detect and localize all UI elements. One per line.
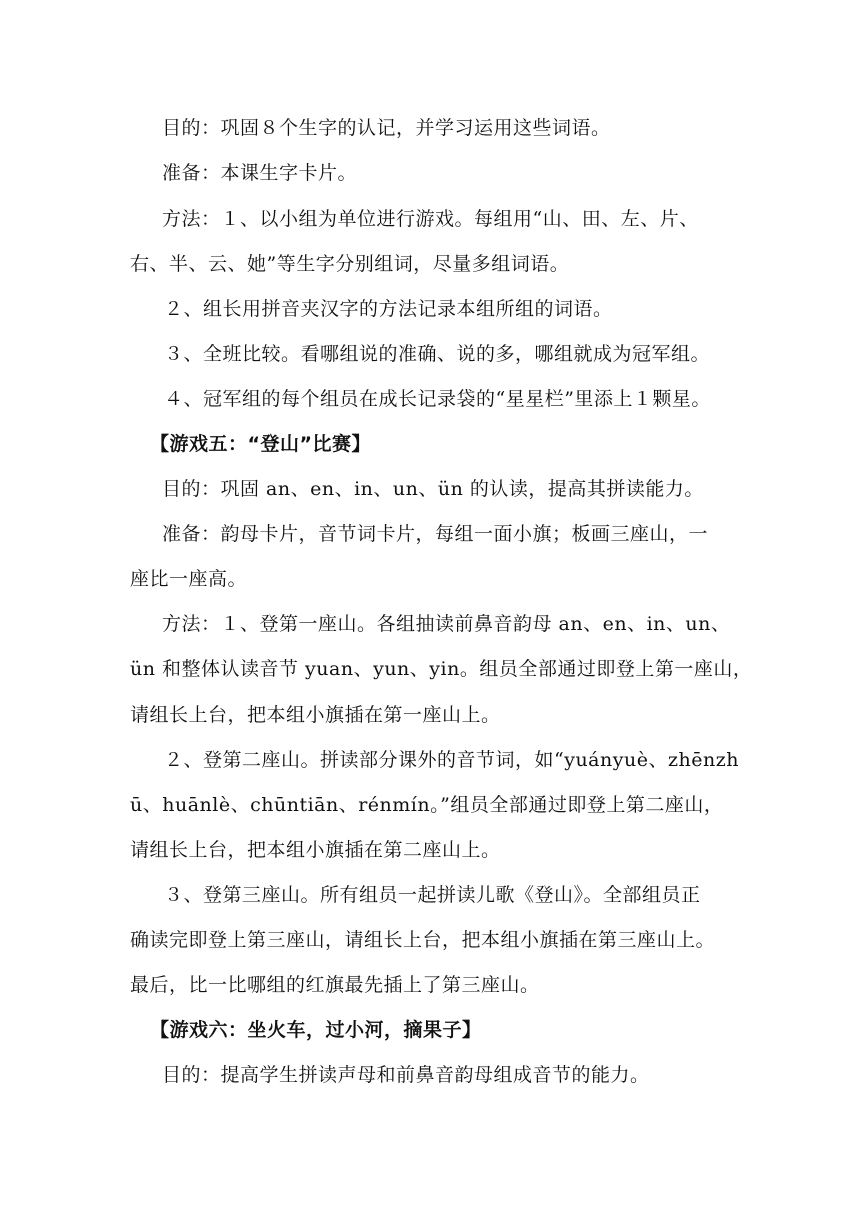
game-4-preparation: 准备：本课生字卡片。 [162, 162, 358, 184]
game-5-method-2b: ū、huānlè、chūntiān、rénmín。”组员全部通过即登上第二座山， [130, 794, 724, 816]
game-4-method-4: ４、冠军组的每个组员在成长记录袋的“星星栏”里添上１颗星。 [164, 388, 711, 410]
game-4-method-2: ２、组长用拼音夹汉字的方法记录本组所组的词语。 [164, 298, 613, 320]
game-5-method-3b: 确读完即登上第三座山，请组长上台，把本组小旗插在第三座山上。 [130, 929, 716, 951]
game-5-method-3a: ３、登第三座山。所有组员一起拼读儿歌《登山》。全部组员正 [164, 884, 701, 906]
game-5-preparation-a: 准备：韵母卡片，音节词卡片，每组一面小旗；板画三座山，一 [162, 523, 709, 545]
game-4-goal: 目的：巩固８个生字的认记，并学习运用这些词语。 [162, 117, 611, 139]
game-5-method-1c: 请组长上台，把本组小旗插在第一座山上。 [130, 704, 501, 726]
game-6-goal: 目的：提高学生拼读声母和前鼻音韵母组成音节的能力。 [162, 1064, 650, 1086]
game-5-method-2c: 请组长上台，把本组小旗插在第二座山上。 [130, 839, 501, 861]
game-5-method-1b: ün 和整体认读音节 yuan、yun、yin。组员全部通过即登上第一座山， [130, 658, 753, 680]
game-5-method-3c: 最后，比一比哪组的红旗最先插上了第三座山。 [130, 974, 540, 996]
game-5-goal: 目的：巩固 an、en、in、un、ün 的认读，提高其拼读能力。 [162, 478, 704, 500]
game-5-preparation-b: 座比一座高。 [130, 568, 248, 590]
game-6-heading: 【游戏六：坐火车，过小河，摘果子】 [150, 1019, 482, 1041]
game-4-method-1a: 方法：１、以小组为单位进行游戏。每组用“山、田、左、片、 [162, 208, 699, 230]
game-5-heading: 【游戏五：“登山”比赛】 [150, 433, 371, 455]
game-4-method-1b: 右、半、云、她”等生字分别组词，尽量多组词语。 [130, 253, 570, 275]
game-5-method-2a: ２、登第二座山。拼读部分课外的音节词，如“yuányuè、zhēnzh [164, 749, 739, 771]
game-4-method-3: ３、全班比较。看哪组说的准确、说的多，哪组就成为冠军组。 [164, 343, 711, 365]
game-5-method-1a: 方法：１、登第一座山。各组抽读前鼻音韵母 an、en、in、un、 [162, 613, 731, 635]
